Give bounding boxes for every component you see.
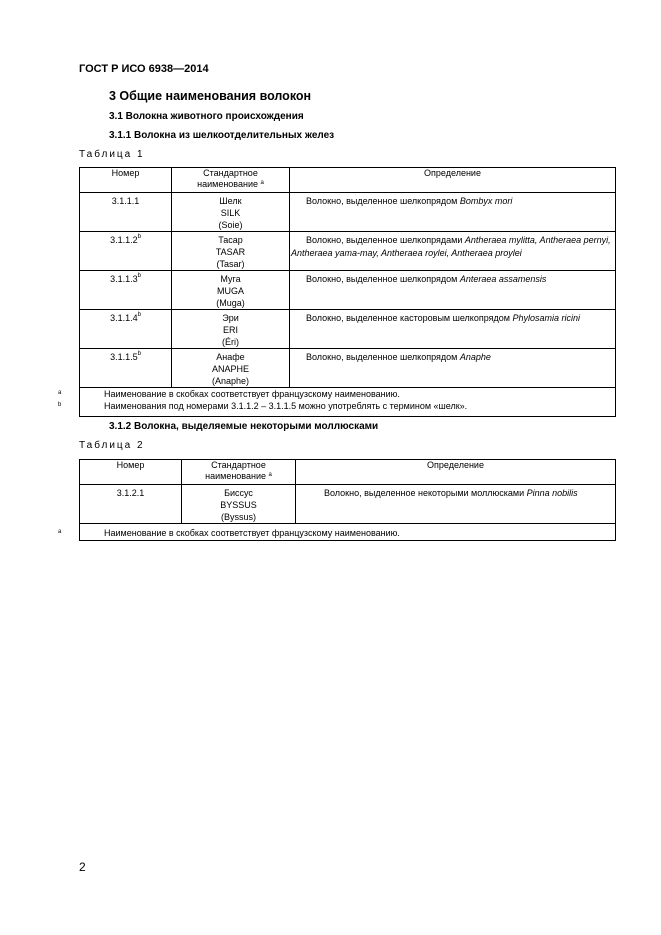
row-num-text: 3.1.2.1 <box>116 488 145 498</box>
def-species: Anaphe <box>459 352 491 362</box>
row-def <box>296 485 616 524</box>
name-fr: (Muga) <box>216 298 245 308</box>
def-text: Волокно, выделенное шелкопрядом <box>306 274 460 284</box>
name-fr: (Byssus) <box>220 512 256 522</box>
note-text: Наименование в скобках соответствует французскому наименованию. <box>104 528 400 538</box>
name-fr: (Tasar) <box>216 259 245 269</box>
table-note <box>58 388 615 400</box>
subsubsection-title-mollusk: 3.1.2 Волокна, выделяемые некоторыми моллюсками <box>109 421 379 432</box>
page-number: 2 <box>79 860 86 874</box>
table-notes <box>58 524 616 541</box>
name-fr: (Éri) <box>222 337 239 347</box>
row-name <box>172 193 290 232</box>
document-code: ГОСТ Р ИСО 6938—2014 <box>79 63 209 75</box>
row-def <box>290 193 616 232</box>
name-fr: (Anaphe) <box>211 376 250 386</box>
note-mark: b <box>58 402 62 408</box>
row-name <box>172 271 290 310</box>
note-mark: a <box>58 390 62 396</box>
name-en: TASAR <box>215 247 246 257</box>
row-num-text: 3.1.1.4 <box>110 313 138 323</box>
name-en: ERI <box>222 325 238 335</box>
table-row <box>80 193 616 232</box>
row-footnote-mark: b <box>137 234 141 240</box>
name-ru: Муга <box>220 274 241 284</box>
row-footnote-mark: b <box>137 312 141 318</box>
header-num: Номер <box>80 460 182 485</box>
row-num-text: 3.1.1.2 <box>110 235 138 245</box>
def-species: Antheraea mylitta, Antheraea pernyi, Antheraea yama-may, Antheraea roylei, Antheraea proylei <box>291 235 611 258</box>
name-en: SILK <box>220 208 241 218</box>
row-num <box>80 271 172 310</box>
header-name <box>182 460 296 485</box>
row-footnote-mark: b <box>137 273 141 279</box>
header-name-line1: Стандартное <box>203 168 258 178</box>
row-def <box>290 232 616 271</box>
table-1 <box>58 167 616 417</box>
name-en: BYSSUS <box>220 500 257 510</box>
def-species: Pinna nobilis <box>526 488 578 498</box>
def-text: Волокно, выделенное шелкопрядом <box>306 196 460 206</box>
row-name <box>172 310 290 349</box>
table-row <box>80 310 616 349</box>
header-num: Номер <box>80 168 172 193</box>
header-footnote-mark: a <box>260 180 264 186</box>
row-num <box>80 485 182 524</box>
row-name <box>182 485 296 524</box>
header-def: Определение <box>290 168 616 193</box>
name-ru: Биссус <box>224 488 253 498</box>
row-num <box>80 193 172 232</box>
table-notes-row <box>80 388 616 417</box>
def-text: Волокно, выделенное шелкопрядами <box>306 235 465 245</box>
name-en: MUGA <box>217 286 244 296</box>
table1-caption: Таблица 1 <box>79 149 145 160</box>
note-text: Наименование в скобках соответствует французскому наименованию. <box>104 389 400 399</box>
row-num-text: 3.1.1.3 <box>110 274 138 284</box>
name-fr: (Soie) <box>218 220 243 230</box>
table-header-row <box>80 168 616 193</box>
def-species: Anterаea assamensis <box>459 274 547 284</box>
table-note <box>58 527 615 539</box>
row-num <box>80 349 172 388</box>
name-ru: Тасар <box>218 235 243 245</box>
header-name-line2: наименование <box>205 471 266 481</box>
row-def <box>290 349 616 388</box>
table-row <box>80 232 616 271</box>
name-ru: Шелк <box>219 196 242 206</box>
row-num-text: 3.1.1.1 <box>111 196 140 206</box>
def-text: Волокно, выделенное некоторыми моллюсками <box>324 488 527 498</box>
row-name <box>172 349 290 388</box>
header-def: Определение <box>296 460 616 485</box>
table-2 <box>58 459 616 541</box>
table-notes <box>58 388 616 417</box>
row-footnote-mark: b <box>137 351 141 357</box>
row-name <box>172 232 290 271</box>
table2-caption: Таблица 2 <box>79 440 145 451</box>
name-ru: Эри <box>222 313 239 323</box>
row-num <box>80 310 172 349</box>
header-name <box>172 168 290 193</box>
def-species: Phylosamia ricini <box>512 313 580 323</box>
header-footnote-mark: a <box>268 472 272 478</box>
header-name-line1: Стандартное <box>211 460 266 470</box>
header-name-line2: наименование <box>197 179 258 189</box>
section-title: 3 Общие наименования волокон <box>109 89 312 103</box>
subsubsection-title-silk: 3.1.1 Волокна из шелкоотделительных желез <box>109 130 335 141</box>
row-num-text: 3.1.1.5 <box>110 352 138 362</box>
def-text: Волокно, выделенное шелкопрядом <box>306 352 460 362</box>
table-row <box>80 349 616 388</box>
name-ru: Анафе <box>216 352 245 362</box>
def-text: Волокно, выделенное касторовым шелкопрядом <box>306 313 513 323</box>
table-header-row <box>80 460 616 485</box>
table-row <box>80 271 616 310</box>
subsection-title: 3.1 Волокна животного происхождения <box>109 111 304 122</box>
name-en: ANAPHE <box>211 364 249 374</box>
note-mark: a <box>58 529 62 535</box>
note-text: Наименования под номерами 3.1.1.2 – 3.1.1.5 можно употреблять с термином «шелк». <box>104 401 468 411</box>
table-row <box>80 485 616 524</box>
row-def <box>290 271 616 310</box>
def-species: Bombyx mori <box>459 196 513 206</box>
table-note <box>58 400 615 412</box>
row-num <box>80 232 172 271</box>
table-notes-row <box>80 524 616 541</box>
row-def <box>290 310 616 349</box>
